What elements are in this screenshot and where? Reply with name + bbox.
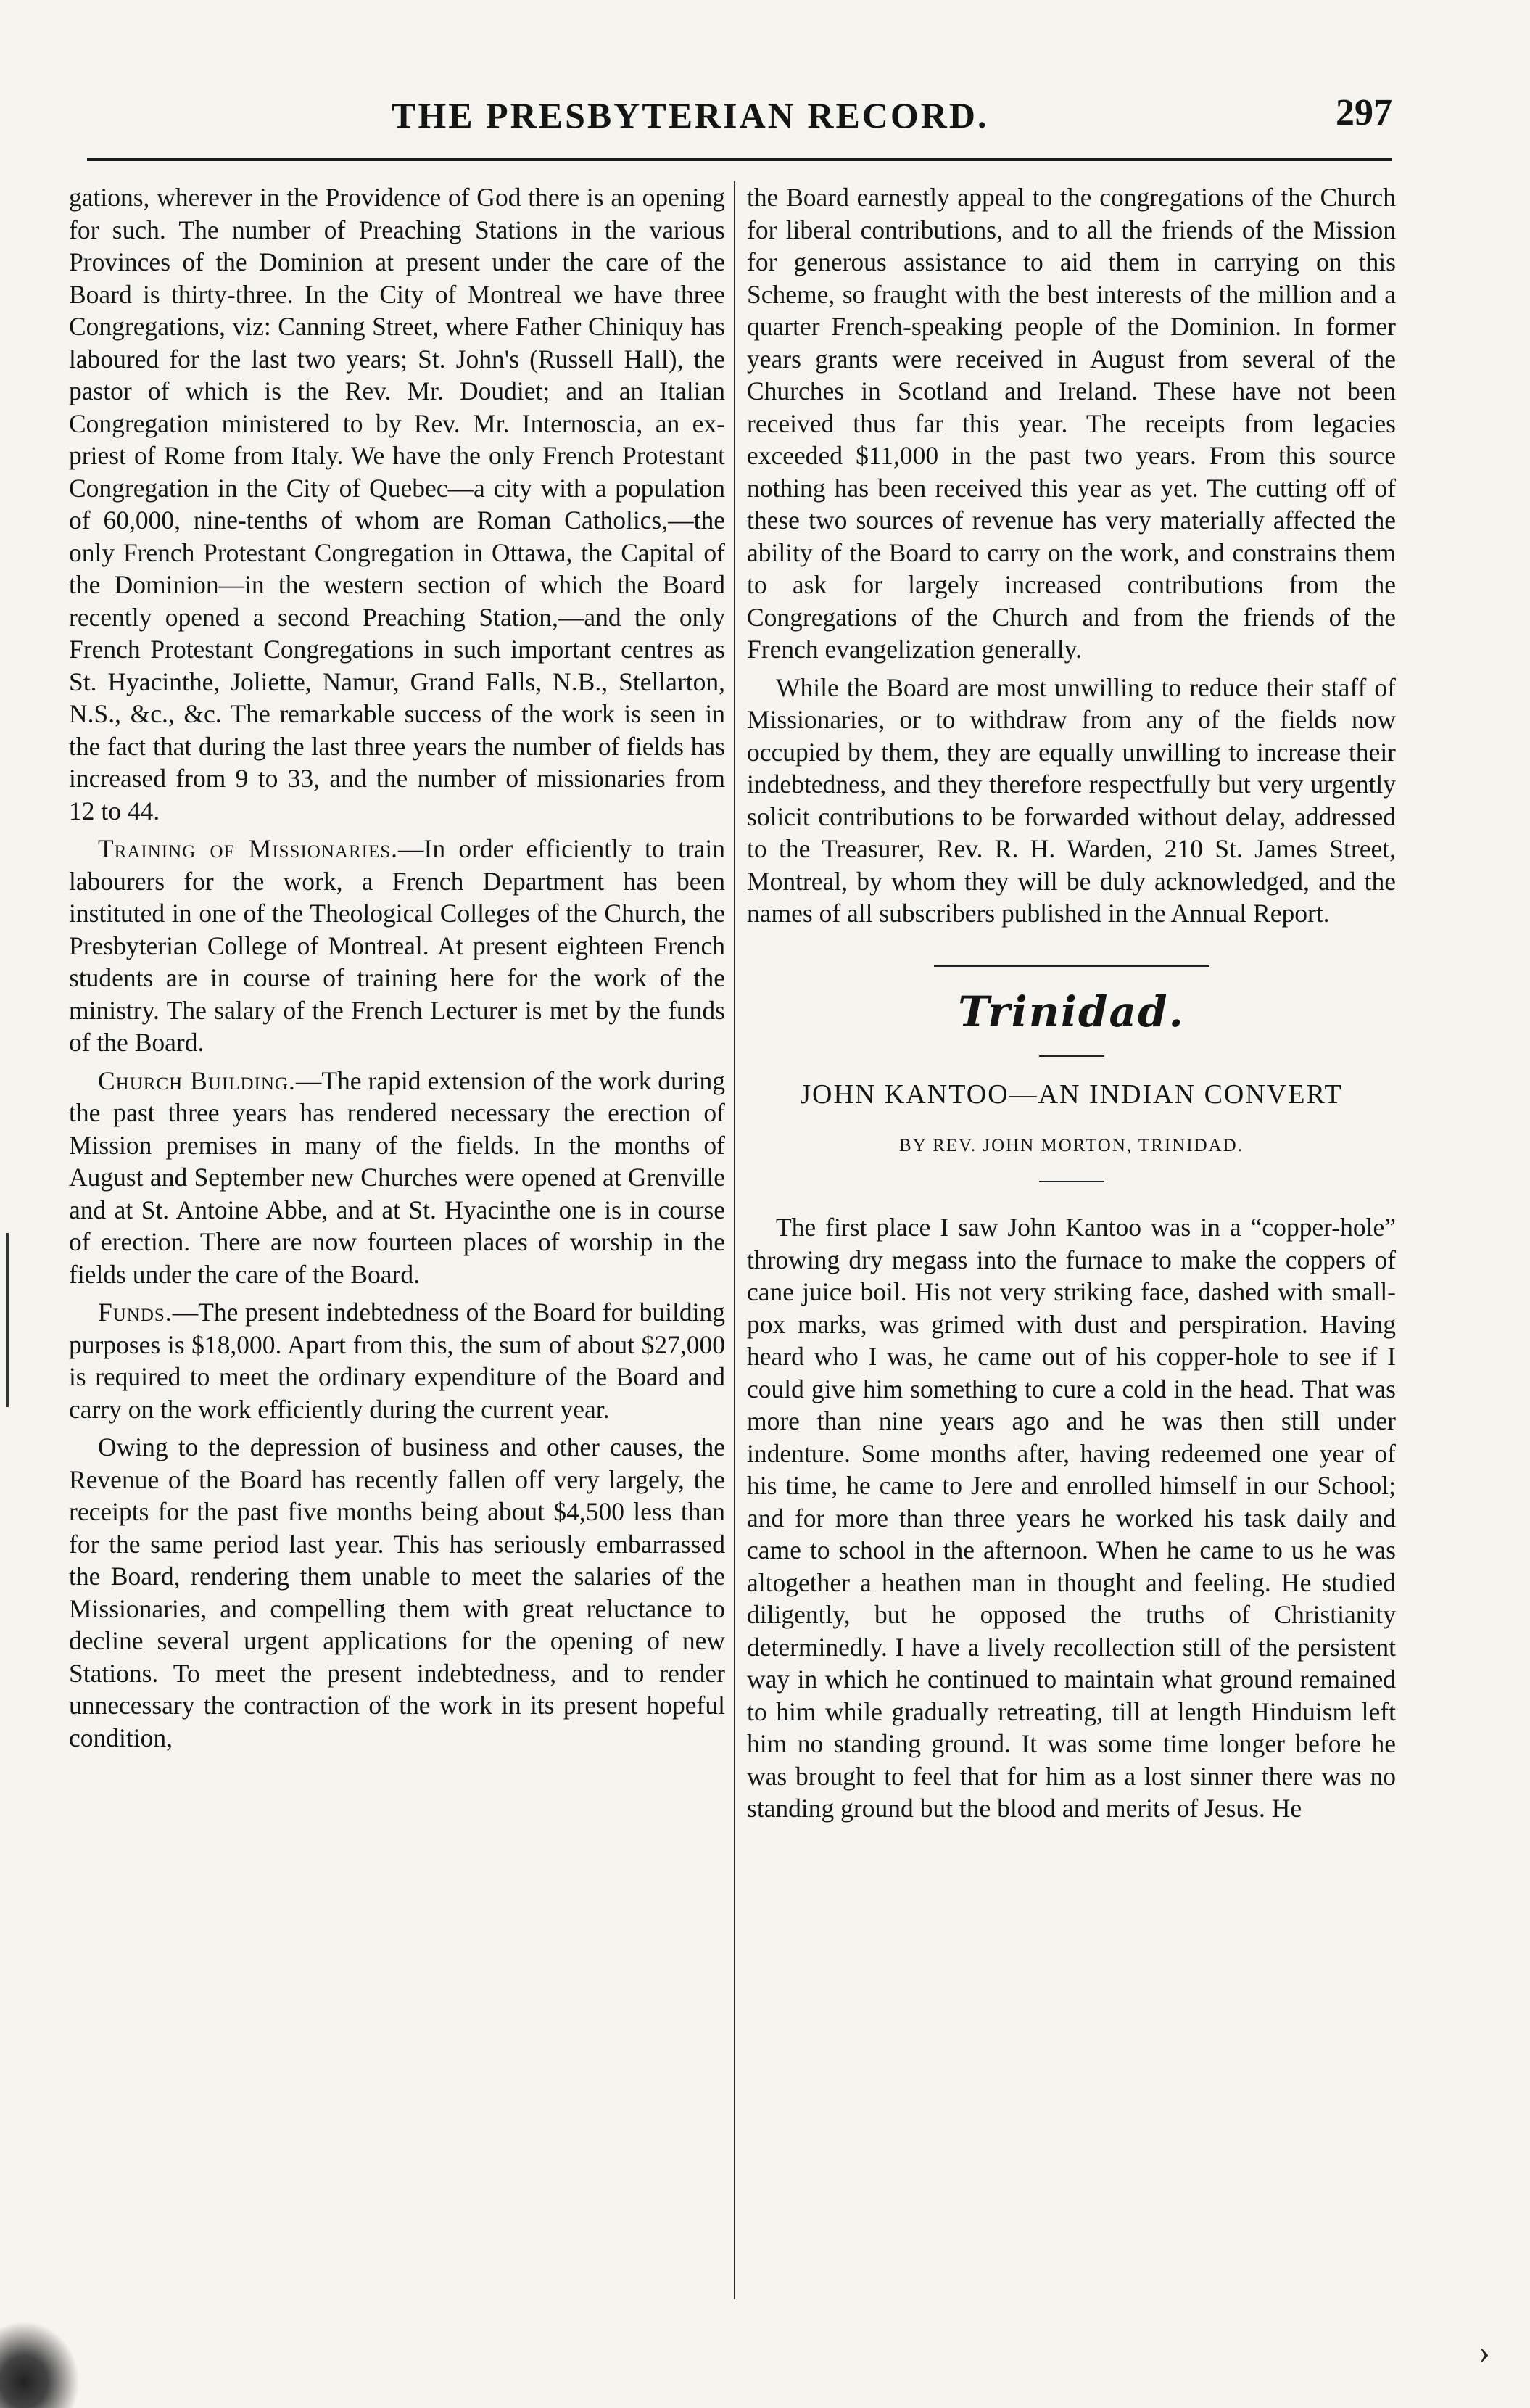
paragraph: gations, wherever in the Providence of God there is an opening for such. The number of Preaching Stations in the various Provinces of the Dominion at present under the care of the Board is thirty-three. In the City of Montreal we have three Congregations, viz: Canning Street, where Father Chiniquy has laboured for the last two years; St. John's (Russell Hall), the pastor of which is the Rev. Mr. Doudiet; and an Italian Congregation ministered to by Rev. Mr. Internoscia, an ex-priest of Rome from Italy. We have the only French Protestant Congregation in the City of Quebec—a city with a population of 60,000, nine-tenths of whom are Roman Catholics,—the only French Protestant Congregation in Ottawa, the Capital of the Dominion—in the western section of which the Board recently opened a second Preaching Station,—and the only French Protestant Congregations in such important centres as St. Hyacinthe, Joliette, Namur, Grand Falls, N.B., Stellarton, N.S., &c., &c. The remarkable success of the work is seen in the fact that during the last three years the number of fields has increased from 9 to 33, and the number of missionaries from 12 to 44.	[69, 183, 725, 825]
paragraph	[69, 833, 725, 1059]
left-column	[69, 181, 725, 1754]
margin-mark	[6, 1233, 9, 1407]
header-rule	[87, 158, 1392, 161]
section-rule	[934, 965, 1209, 967]
paragraph-text: —The present indebtedness of the Board for building purposes is $18,000. Apart from this, the sum of about $27,000 is required to meet the ordinary expenditure of the Board and carry on the work efficiently during the current year.	[69, 1298, 725, 1424]
paragraph: While the Board are most unwilling to reduce their staff of Missionaries, or to withdraw from any of the fields now occupied by them, they are equally unwilling to increase their indebtedness, and they therefore respectfully but very urgently solicit contributions to be forwarded without delay, addressed to the Treasurer, Rev. R. H. Warden, 210 St. James Street, Montreal, by whom they will be duly acknowledged, and the names of all subscribers published in the Annual Report.	[747, 672, 1396, 928]
byline: BY REV. JOHN MORTON, TRINIDAD.	[899, 1135, 1244, 1155]
section-short-rule	[1039, 1055, 1104, 1057]
page-number: 297	[1336, 92, 1392, 133]
page-header	[87, 86, 1392, 151]
paragraph-text: —In order efficiently to train labourers for the work, a French Department has been instituted in one of the Theological Colleges of the Church, the Presbyterian College of Montreal. At present eighteen French students are in course of training here for the work of the ministry. The salary of the French Lecturer is met by the funds of the Board.	[69, 834, 725, 1057]
article-title: JOHN KANTOO—AN INDIAN CONVERT	[800, 1079, 1343, 1110]
corner-mark: ›	[1479, 2333, 1490, 2371]
run-in-heading: Funds.	[98, 1298, 173, 1327]
paragraph: Owing to the depression of business and other causes, the Revenue of the Board has recently fallen off very largely, the receipts for the past five months being about $4,500 less than for the same period last year. This has seriously embarrassed the Board, rendering them unable to meet the salaries of the Missionaries, and compelling them with great reluctance to decline several urgent applications for the opening of new Stations. To meet the present indebtedness, and to render unnecessary the contraction of the work in its present hopeful condition,	[69, 1432, 725, 1752]
running-title: THE PRESBYTERIAN RECORD.	[392, 95, 989, 136]
paragraph: The first place I saw John Kantoo was in a “copper-hole” throwing dry megass into the furnace to make the coppers of cane juice boil. His not very striking face, dashed with small-pox marks, was grimed with dust and perspiration. Having heard who I was, he came out of his copper-hole to see if I could give him something to cure a cold in the head. That was more than nine years ago and he was then still under indenture. Some months after, having redeemed one year of his time, he came to Jere and enrolled himself in our School; and for more than three years he worked his task daily and came to school in the afternoon. When he came to us he was altogether a heathen man in thought and feeling. He studied diligently, but he opposed the truths of Christianity determinedly. I have a lively recollection still of the persistent way in which he continued to maintain what ground remained to him while gradually retreating, till at length Hinduism left him no standing ground. It was some time longer before he was brought to feel that for him as a lost sinner there was no standing ground but the blood and merits of Jesus. He	[747, 1213, 1396, 1823]
column-divider	[734, 181, 735, 2299]
paragraph-text: —The rapid extension of the work during the past three years has rendered necessary the erection of Mission premises in many of the fields. In the months of August and September new Churches were opened at Grenville and at St. Antoine Abbe, and at St. Hyacinthe one is in course of erection. There are now fourteen places of worship in the fields under the care of the Board.	[69, 1065, 725, 1289]
run-in-heading: Church Building.	[98, 1065, 296, 1095]
paragraph: the Board earnestly appeal to the congregations of the Church for liberal contributions, and to all the friends of the Mission for generous assistance to aid them in carrying on this Scheme, so fraught with the best interests of the million and a quarter French-speaking people of the Dominion. In former years grants were received in August from several of the Churches in Scotland and Ireland. These have not been received thus far this year. The receipts from legacies exceeded $11,000 in the past two years. From this source nothing has been received this year as yet. The cutting off of these two sources of revenue has very materially affected the ability of the Board to carry on the work, and constrains them to ask for largely increased contributions from the Congregations of the Church and from the friends of the French evangelization generally.	[747, 183, 1396, 664]
ink-bleed	[0, 2321, 80, 2408]
paragraph	[69, 1065, 725, 1291]
paragraph	[69, 1296, 725, 1425]
run-in-heading: Training of Missionaries.	[98, 834, 398, 863]
section-title: Trinidad.	[958, 986, 1185, 1036]
byline-rule	[1039, 1181, 1104, 1182]
right-column	[747, 181, 1396, 1825]
